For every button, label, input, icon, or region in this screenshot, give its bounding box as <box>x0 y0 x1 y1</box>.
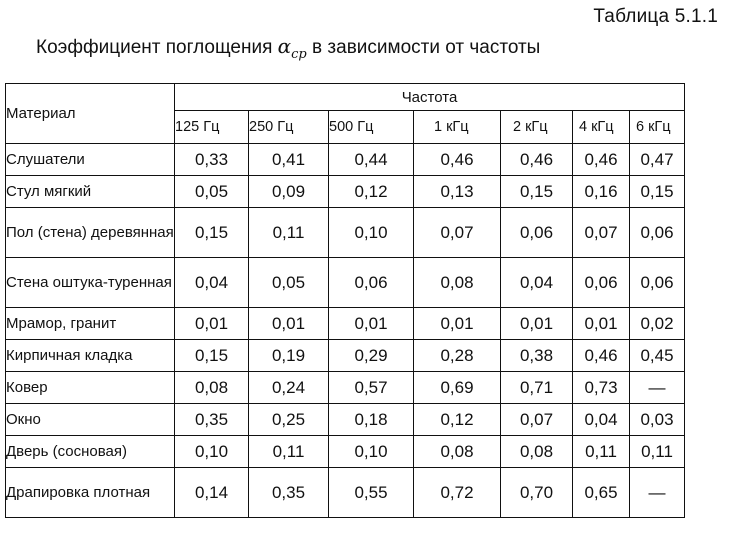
cell-value: 0,09 <box>249 176 329 208</box>
row-material: Стул мягкий <box>6 176 175 208</box>
cell-value: 0,12 <box>329 176 414 208</box>
cell-value: 0,01 <box>573 308 630 340</box>
cell-value: 0,04 <box>175 258 249 308</box>
cell-value: 0,55 <box>329 468 414 518</box>
cell-value: 0,07 <box>573 208 630 258</box>
cell-value: 0,06 <box>329 258 414 308</box>
cell-value: 0,70 <box>501 468 573 518</box>
cell-value: 0,71 <box>501 372 573 404</box>
cell-value: 0,03 <box>630 404 685 436</box>
cell-value: 0,47 <box>630 144 685 176</box>
cell-value: 0,08 <box>501 436 573 468</box>
table-row <box>6 404 685 436</box>
cell-value: 0,14 <box>175 468 249 518</box>
row-material: Кирпичная кладка <box>6 340 175 372</box>
cell-value: 0,35 <box>249 468 329 518</box>
cell-value: 0,35 <box>175 404 249 436</box>
cell-value: 0,25 <box>249 404 329 436</box>
cell-value: 0,07 <box>414 208 501 258</box>
row-material: Мрамор, гранит <box>6 308 175 340</box>
cell-value: 0,04 <box>573 404 630 436</box>
cell-value: 0,01 <box>175 308 249 340</box>
cell-value: 0,11 <box>249 436 329 468</box>
table-row <box>6 308 685 340</box>
cell-value: 0,45 <box>630 340 685 372</box>
table-row <box>6 468 685 518</box>
cell-value: 0,06 <box>573 258 630 308</box>
table-row <box>6 258 685 308</box>
cell-value: 0,04 <box>501 258 573 308</box>
table-caption <box>36 34 540 62</box>
cell-value: 0,72 <box>414 468 501 518</box>
cell-value: 0,69 <box>414 372 501 404</box>
cell-value: 0,73 <box>573 372 630 404</box>
cell-value: 0,46 <box>414 144 501 176</box>
cell-value: 0,05 <box>175 176 249 208</box>
cell-value: 0,46 <box>573 340 630 372</box>
cell-value: 0,28 <box>414 340 501 372</box>
cell-value: 0,13 <box>414 176 501 208</box>
caption-text-before: Коэффициент поглощения <box>36 37 278 58</box>
cell-value: 0,15 <box>501 176 573 208</box>
cell-value: 0,01 <box>329 308 414 340</box>
row-material: Драпировка плотная <box>6 468 175 518</box>
cell-value: 0,65 <box>573 468 630 518</box>
cell-value: 0,08 <box>414 436 501 468</box>
table-row <box>6 372 685 404</box>
alpha-symbol: α <box>277 34 292 58</box>
cell-value: 0,41 <box>249 144 329 176</box>
row-material: Ковер <box>6 372 175 404</box>
cell-value: 0,15 <box>630 176 685 208</box>
cell-value: 0,12 <box>414 404 501 436</box>
cell-value: — <box>630 468 685 518</box>
table-row <box>6 436 685 468</box>
cell-value: 0,02 <box>630 308 685 340</box>
cell-value: 0,01 <box>501 308 573 340</box>
row-material: Окно <box>6 404 175 436</box>
caption-text-after: в зависимости от частоты <box>306 37 541 58</box>
freq-header-500hz: 500 Гц <box>329 111 414 144</box>
cell-value: 0,01 <box>414 308 501 340</box>
row-material: Слушатели <box>6 144 175 176</box>
row-material: Пол (стена) деревянная <box>6 208 175 258</box>
material-column-header: Материал <box>6 84 175 144</box>
table-row <box>6 176 685 208</box>
cell-value: 0,11 <box>630 436 685 468</box>
cell-value: 0,38 <box>501 340 573 372</box>
cell-value: 0,06 <box>501 208 573 258</box>
cell-value: 0,05 <box>249 258 329 308</box>
cell-value: 0,06 <box>630 208 685 258</box>
freq-header-125hz: 125 Гц <box>175 111 249 144</box>
absorption-coefficient-table <box>5 83 685 518</box>
freq-header-250hz: 250 Гц <box>249 111 329 144</box>
cell-value: 0,18 <box>329 404 414 436</box>
cell-value: 0,44 <box>329 144 414 176</box>
cell-value: 0,08 <box>175 372 249 404</box>
cell-value: 0,46 <box>501 144 573 176</box>
cell-value: 0,01 <box>249 308 329 340</box>
table-number-label: Таблица 5.1.1 <box>593 6 718 27</box>
cell-value: 0,15 <box>175 340 249 372</box>
alpha-subscript: ср <box>291 46 307 62</box>
cell-value: 0,11 <box>573 436 630 468</box>
table-row <box>6 340 685 372</box>
cell-value: 0,07 <box>501 404 573 436</box>
cell-value: 0,29 <box>329 340 414 372</box>
cell-value: 0,57 <box>329 372 414 404</box>
table-row <box>6 208 685 258</box>
cell-value: 0,11 <box>249 208 329 258</box>
cell-value: 0,33 <box>175 144 249 176</box>
freq-header-6khz: 6 кГц <box>630 111 685 144</box>
table-row <box>6 144 685 176</box>
cell-value: 0,15 <box>175 208 249 258</box>
cell-value: — <box>630 372 685 404</box>
cell-value: 0,10 <box>329 208 414 258</box>
cell-value: 0,16 <box>573 176 630 208</box>
cell-value: 0,10 <box>329 436 414 468</box>
freq-header-4khz: 4 кГц <box>573 111 630 144</box>
cell-value: 0,24 <box>249 372 329 404</box>
frequency-group-header: Частота <box>175 84 685 111</box>
cell-value: 0,08 <box>414 258 501 308</box>
row-material: Стена оштука-туренная <box>6 258 175 308</box>
cell-value: 0,19 <box>249 340 329 372</box>
cell-value: 0,46 <box>573 144 630 176</box>
cell-value: 0,06 <box>630 258 685 308</box>
freq-header-1khz: 1 кГц <box>414 111 501 144</box>
freq-header-2khz: 2 кГц <box>501 111 573 144</box>
row-material: Дверь (сосновая) <box>6 436 175 468</box>
cell-value: 0,10 <box>175 436 249 468</box>
